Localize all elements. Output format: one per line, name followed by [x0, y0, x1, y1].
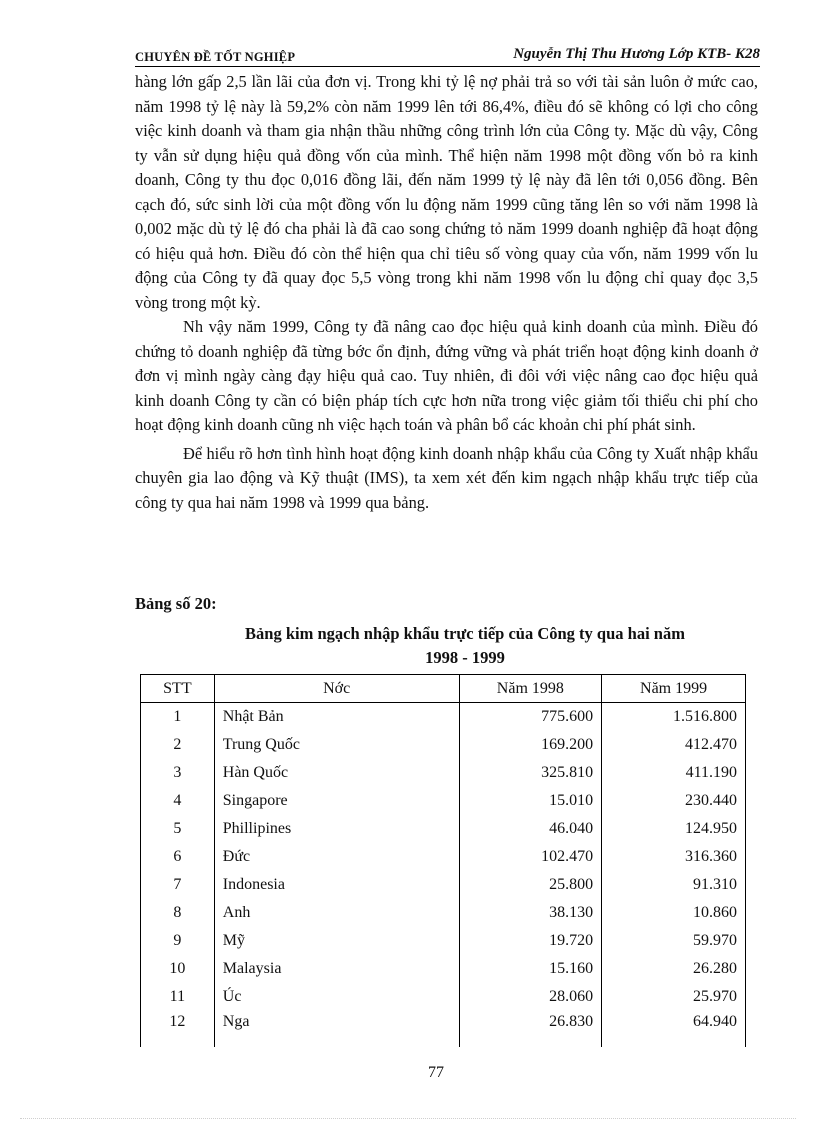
cell-1998: 26.830	[459, 1011, 602, 1047]
cell-1998: 775.600	[459, 703, 602, 732]
footer-divider	[20, 1118, 796, 1119]
cell-country: Hàn Quốc	[214, 759, 459, 787]
cell-1999: 316.360	[602, 843, 746, 871]
table-row	[141, 815, 746, 843]
cell-1998: 38.130	[459, 899, 602, 927]
table-row	[141, 759, 746, 787]
cell-stt: 12	[141, 1011, 215, 1047]
cell-stt: 3	[141, 759, 215, 787]
paragraph: Nh vậy năm 1999, Công ty đã nâng cao đọc hiệu quả kinh doanh của mình. Điều đó chứng tỏ doanh nghiệp đã từng bớc ổn định, đứng vững và phát triển hoạt động kinh doanh ở đơn vị mình ngày càng đạy hiệu quả cao. Tuy nhiên, đi đôi với việc nâng cao đọc hiệu quả kinh doanh Công ty cần có biện pháp tích cực hơn nữa trong việc giảm tối thiểu chi phí cho hoạt động kinh doanh cũng nh việc hạch toán và phân bổ các khoản chi phí phát sinh.	[135, 317, 758, 434]
table-label: Bảng số 20:	[135, 594, 217, 613]
cell-1998: 325.810	[459, 759, 602, 787]
table-row	[141, 955, 746, 983]
table-row	[141, 871, 746, 899]
cell-country: Indonesia	[214, 871, 459, 899]
cell-country: Singapore	[214, 787, 459, 815]
cell-1999: 124.950	[602, 815, 746, 843]
cell-country: Đức	[214, 843, 459, 871]
cell-stt: 10	[141, 955, 215, 983]
table-title-line: 1998 - 1999	[425, 648, 505, 667]
cell-1998: 15.160	[459, 955, 602, 983]
header-1999: Năm 1999	[602, 675, 746, 703]
cell-1999: 412.470	[602, 731, 746, 759]
cell-country: Trung Quốc	[214, 731, 459, 759]
header-1998: Năm 1998	[459, 675, 602, 703]
cell-1998: 15.010	[459, 787, 602, 815]
table-row	[141, 703, 746, 732]
cell-stt: 7	[141, 871, 215, 899]
cell-stt: 4	[141, 787, 215, 815]
cell-country: Mỹ	[214, 927, 459, 955]
table-title	[135, 622, 795, 670]
cell-1998: 169.200	[459, 731, 602, 759]
cell-country: Anh	[214, 899, 459, 927]
table-title-line: Bảng kim ngạch nhập khẩu trực tiếp của Công ty qua hai năm	[245, 624, 685, 643]
cell-country: Úc	[214, 983, 459, 1011]
table-header-row	[141, 675, 746, 703]
table-row	[141, 983, 746, 1011]
cell-1998: 25.800	[459, 871, 602, 899]
cell-stt: 2	[141, 731, 215, 759]
table-row	[141, 1011, 746, 1047]
cell-country: Malaysia	[214, 955, 459, 983]
table-row	[141, 843, 746, 871]
paragraph: hàng lớn gấp 2,5 lần lãi của đơn vị. Trong khi tỷ lệ nợ phải trả so với tài sản luôn ở mức cao, năm 1998 tỷ lệ này là 59,2% còn năm 1999 lên tới 86,4%, điều đó sẽ không có lợi cho công việc kinh doanh và tham gia nhận thầu những công trình lớn của Công ty. Mặc dù vậy, Công ty vẫn sử dụng hiệu quả đồng vốn của mình. Thể hiện năm 1998 một đồng vốn bỏ ra kinh doanh, Công ty thu đọc 0,016 đồng lãi, đến năm 1999 tỷ lệ này đã lên tới 0,056 đồng. Bên cạch đó, sức sinh lời của một đồng vốn lu động năm 1999 cũng tăng lên so với năm 1998 là 0,002 mặc dù tỷ lệ đó cha phải là đã cao song chứng tỏ năm 1999 doanh nghiệp đã hoạt động có hiệu quả hơn. Điều đó còn thể hiện qua chỉ tiêu số vòng quay của vốn, năm 1999 vốn lu động của Công ty đã quay đọc 5,5 vòng trong khi năm 1998 vốn lu động chỉ quay đọc 3,5 vòng trong một kỳ.	[135, 72, 758, 312]
cell-1999: 91.310	[602, 871, 746, 899]
page-number: 77	[428, 1064, 444, 1081]
cell-1998: 19.720	[459, 927, 602, 955]
body-text	[135, 70, 758, 515]
cell-country: Nhật Bản	[214, 703, 459, 732]
cell-1999: 1.516.800	[602, 703, 746, 732]
cell-country: Phillipines	[214, 815, 459, 843]
header-author: Nguyễn Thị Thu Hương Lớp KTB- K28	[513, 46, 760, 62]
table-row	[141, 899, 746, 927]
cell-stt: 6	[141, 843, 215, 871]
cell-stt: 11	[141, 983, 215, 1011]
cell-stt: 5	[141, 815, 215, 843]
page-header	[135, 46, 760, 67]
cell-stt: 8	[141, 899, 215, 927]
cell-stt: 9	[141, 927, 215, 955]
cell-1998: 46.040	[459, 815, 602, 843]
cell-1998: 28.060	[459, 983, 602, 1011]
header-title: CHUYÊN ĐỀ TỐT NGHIỆP	[135, 50, 296, 64]
cell-1999: 230.440	[602, 787, 746, 815]
cell-1998: 102.470	[459, 843, 602, 871]
table-row	[141, 787, 746, 815]
table-row	[141, 927, 746, 955]
cell-1999: 10.860	[602, 899, 746, 927]
header-stt: STT	[141, 675, 215, 703]
cell-1999: 25.970	[602, 983, 746, 1011]
header-country: Nớc	[214, 675, 459, 703]
cell-stt: 1	[141, 703, 215, 732]
cell-1999: 26.280	[602, 955, 746, 983]
cell-1999: 59.970	[602, 927, 746, 955]
cell-1999: 64.940	[602, 1011, 746, 1047]
cell-1999: 411.190	[602, 759, 746, 787]
import-table	[140, 674, 746, 1047]
table-row	[141, 731, 746, 759]
paragraph: Để hiểu rõ hơn tình hình hoạt động kinh doanh nhập khẩu của Công ty Xuất nhập khẩu chuyên gia lao động và Kỹ thuật (IMS), ta xem xét đến kim ngạch nhập khẩu trực tiếp của công ty qua hai năm 1998 và 1999 qua bảng.	[135, 443, 758, 512]
cell-country: Nga	[214, 1011, 459, 1047]
